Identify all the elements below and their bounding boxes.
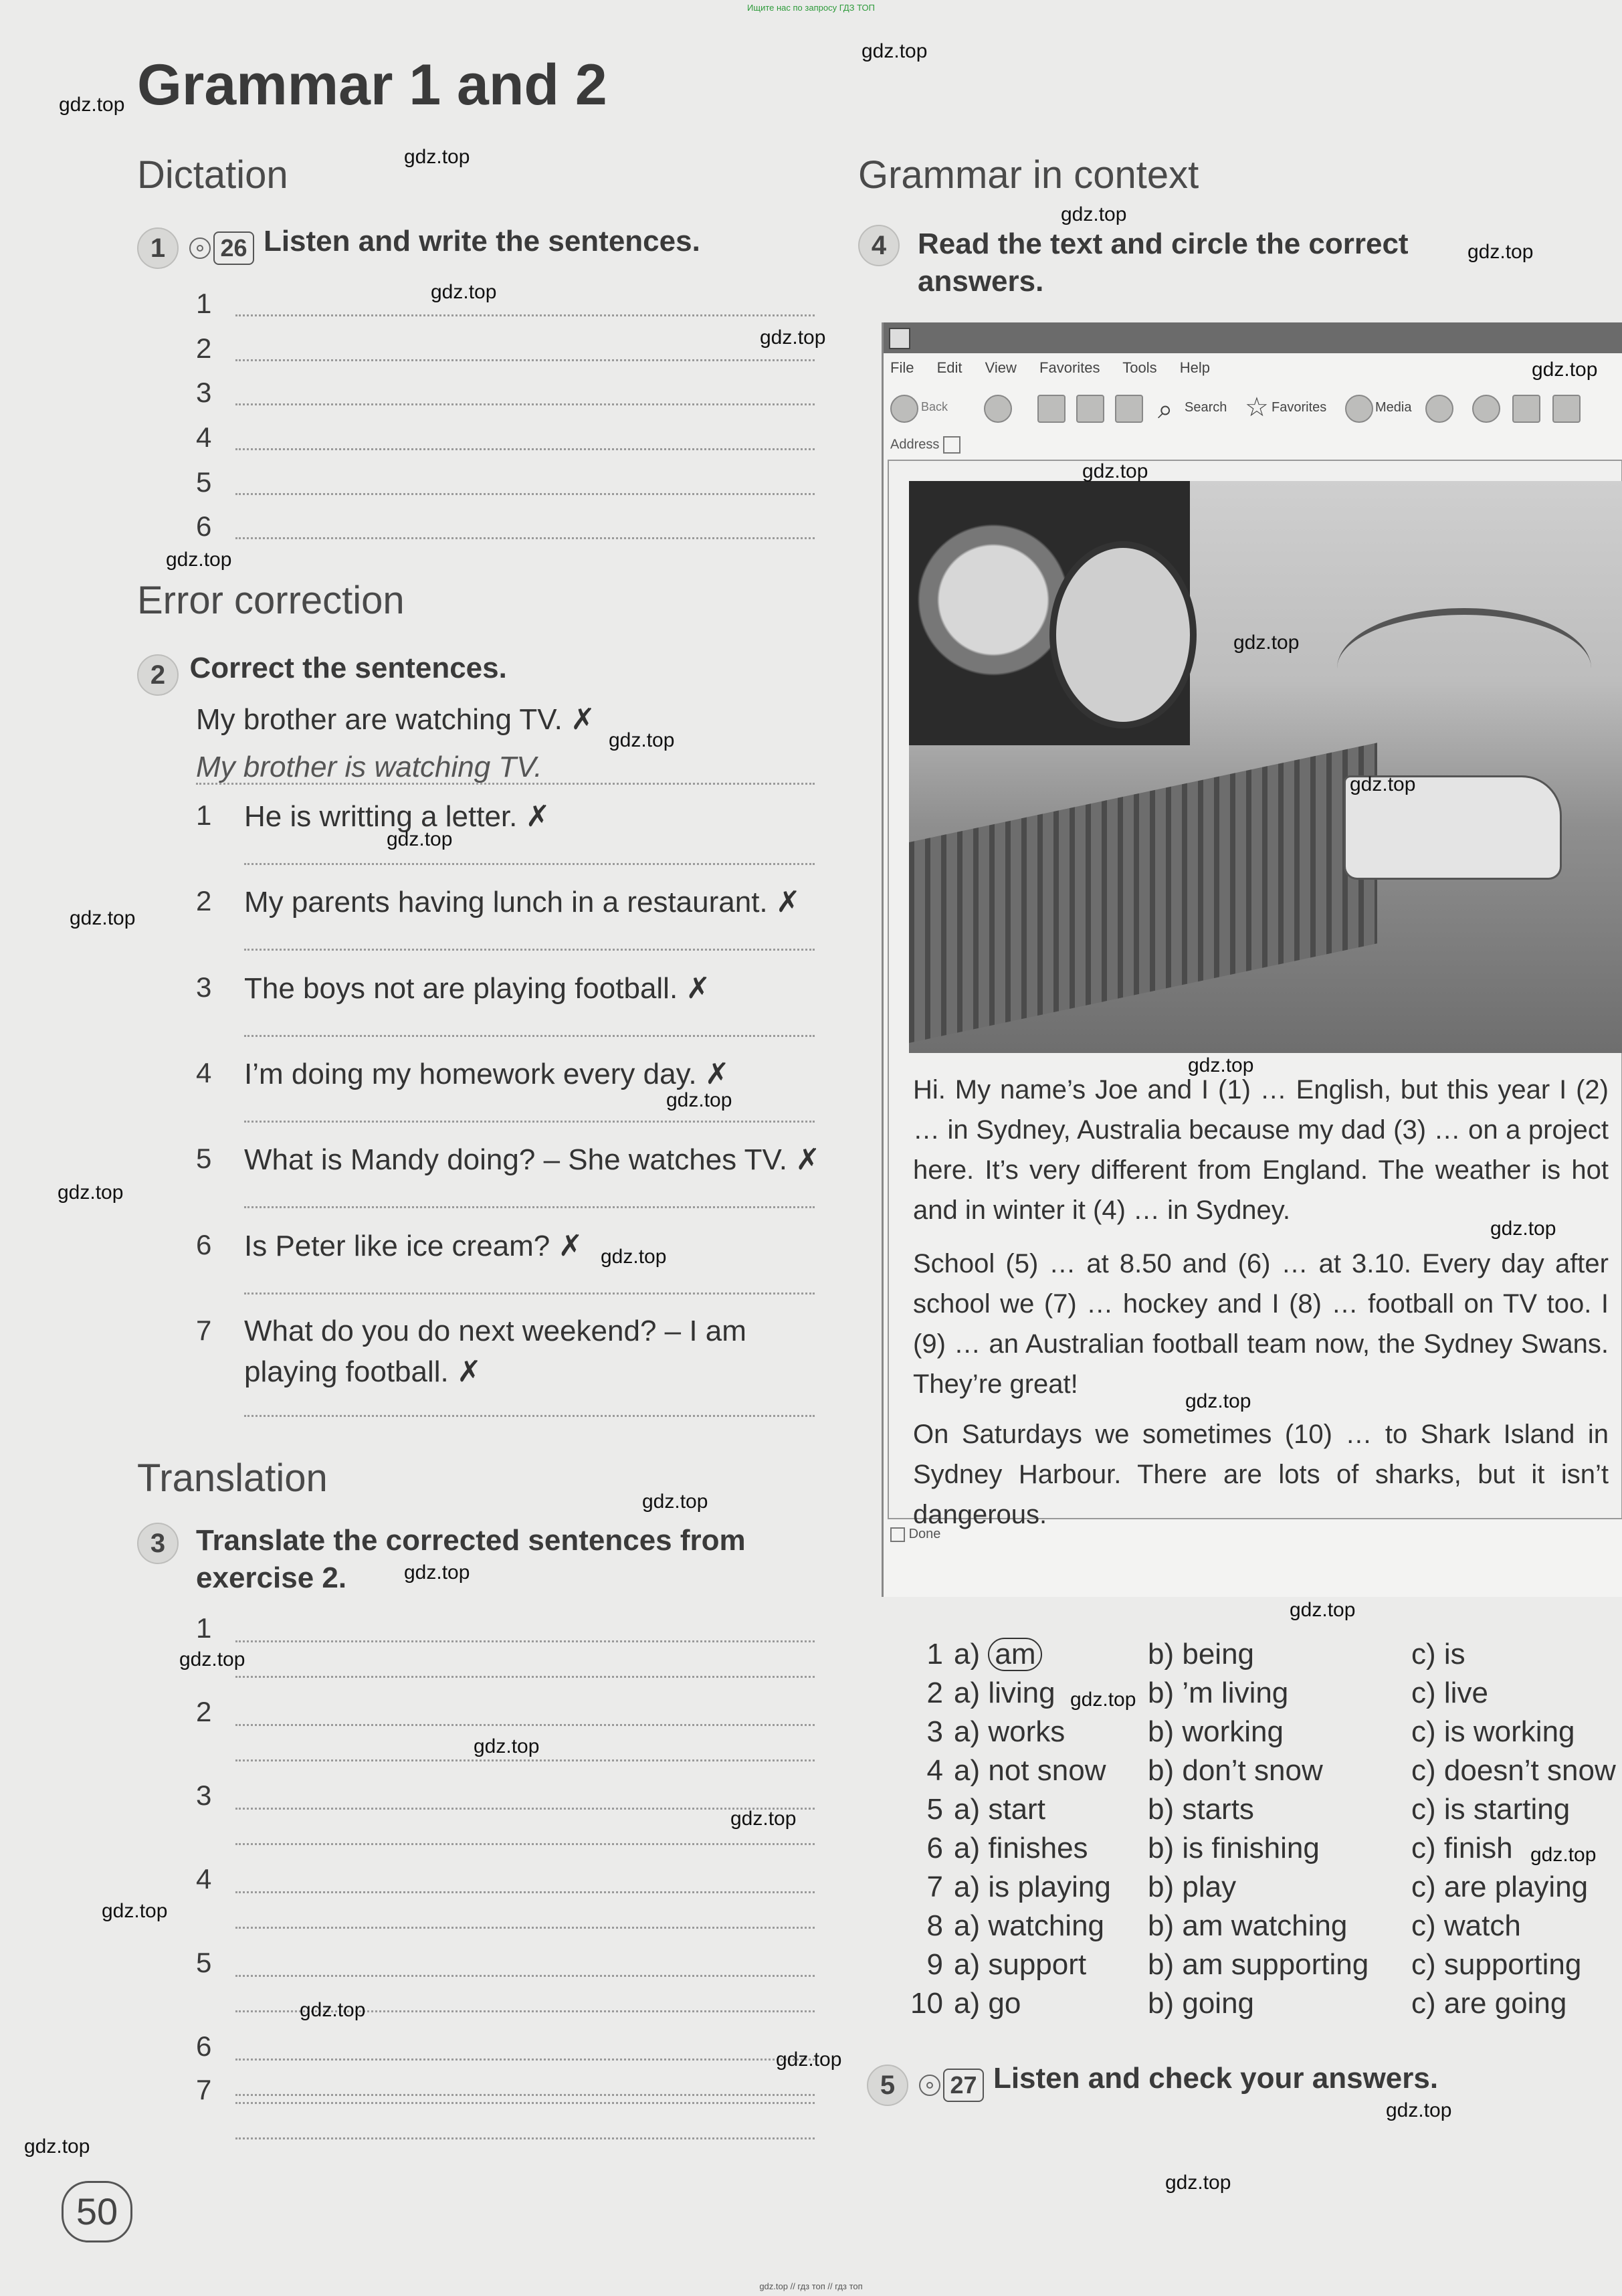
answer-option-b-text: am watching xyxy=(1182,1909,1348,1942)
error-sentence: The boys not are playing football. ✗ xyxy=(244,972,711,1005)
error-sentence-number: 7 xyxy=(196,1315,212,1346)
translation-line-number: 3 xyxy=(196,1780,212,1811)
dictation-answer-line[interactable] xyxy=(235,403,815,405)
story-paragraph-3: On Saturdays we sometimes (10) … to Shark Island in Sydney Harbour. There are lots of sharks, but it isn’t dangerous. xyxy=(913,1420,1609,1529)
answer-number: 6 xyxy=(926,1832,943,1864)
answer-option-b-text: ’m living xyxy=(1182,1677,1289,1709)
browser-status-bar xyxy=(890,1527,940,1542)
answer-option-b-text: is finishing xyxy=(1182,1832,1320,1864)
example-corrected-sentence: My brother is watching TV. xyxy=(196,751,542,783)
dictation-answer-line[interactable] xyxy=(235,359,815,361)
answer-option-a-text: living xyxy=(988,1677,1055,1709)
translation-line-number: 4 xyxy=(196,1863,212,1895)
exercise-2-header xyxy=(137,652,507,696)
gdz-watermark: gdz.top xyxy=(1233,632,1300,654)
gdz-watermark: gdz.top xyxy=(609,729,675,751)
gdz-watermark: gdz.top xyxy=(1467,241,1534,263)
error-sentence-number: 4 xyxy=(196,1057,212,1088)
gdz-watermark: gdz.top xyxy=(1532,359,1598,381)
answer-option-c[interactable]: c) supporting xyxy=(1411,1948,1582,1981)
translation-answer-line[interactable] xyxy=(235,1759,815,1761)
page-title: Grammar 1 and 2 xyxy=(137,53,607,117)
answer-option-b-text: am supporting xyxy=(1182,1948,1369,1981)
answer-option-c-text: watch xyxy=(1443,1909,1521,1942)
page-icon xyxy=(943,436,960,454)
translation-answer-line[interactable] xyxy=(235,1975,815,1977)
translation-answer-line[interactable] xyxy=(235,2102,815,2104)
gdz-watermark: gdz.top xyxy=(300,1999,366,2021)
menu-tools[interactable]: Tools xyxy=(1122,359,1157,376)
answer-row xyxy=(896,1871,1619,1909)
search-icon[interactable]: ⌕ xyxy=(1158,395,1173,424)
answer-option-c-text: are playing xyxy=(1443,1871,1589,1903)
translation-line-number: 1 xyxy=(196,1612,212,1644)
answer-row xyxy=(896,1832,1619,1871)
boy-face xyxy=(1056,548,1190,722)
answer-row xyxy=(896,1793,1619,1832)
correction-answer-line[interactable] xyxy=(244,1293,815,1295)
answer-option-c-text: is starting xyxy=(1443,1793,1570,1826)
translation-answer-line[interactable] xyxy=(235,1891,815,1893)
answer-option-b[interactable]: b) am supporting xyxy=(1148,1948,1369,1981)
answer-number: 3 xyxy=(926,1715,943,1748)
gdz-watermark: gdz.top xyxy=(24,2135,90,2158)
error-sentence: My parents having lunch in a restaurant. ✗ xyxy=(244,886,801,919)
answer-option-b[interactable]: b) working xyxy=(1148,1715,1284,1748)
answer-option-c[interactable]: c) finish xyxy=(1411,1832,1513,1864)
answer-number: 8 xyxy=(926,1909,943,1942)
mail-icon[interactable] xyxy=(1472,395,1500,423)
answer-option-c-text: are going xyxy=(1443,1987,1567,2020)
gdz-watermark: gdz.top xyxy=(1082,460,1148,482)
exercise-4-header xyxy=(858,225,900,266)
menu-help[interactable]: Help xyxy=(1179,359,1210,376)
gdz-watermark: gdz.top xyxy=(474,1735,540,1757)
correction-answer-line[interactable] xyxy=(244,1035,815,1037)
dictation-answer-line[interactable] xyxy=(235,493,815,495)
exercise-1-instruction: Listen and write the sentences. xyxy=(263,225,700,258)
error-sentence-number: 6 xyxy=(196,1229,212,1260)
answer-option-a-text: finishes xyxy=(988,1832,1088,1864)
exercise-4-instruction-line2: answers. xyxy=(918,265,1044,298)
dictation-heading: Dictation xyxy=(137,153,288,197)
answer-option-c-text: live xyxy=(1443,1677,1488,1709)
track-26-badge: 26 xyxy=(213,231,254,265)
error-sentence: I’m doing my homework every day. ✗ xyxy=(244,1058,730,1090)
answer-number: 1 xyxy=(926,1638,943,1670)
exercise-4-number: 4 xyxy=(858,225,900,266)
gdz-watermark: gdz.top xyxy=(1290,1599,1356,1621)
dictation-line-number: 3 xyxy=(196,377,212,408)
gdz-watermark: gdz.top xyxy=(666,1089,732,1111)
track-27-badge: 27 xyxy=(943,2069,983,2102)
answer-option-b-text: don’t snow xyxy=(1182,1754,1323,1787)
answer-option-a-text: support xyxy=(988,1948,1087,1981)
top-banner: Ищите нас по запросу ГДЗ ТОП xyxy=(747,3,875,13)
gdz-watermark: gdz.top xyxy=(760,326,826,349)
exercise-2-number: 2 xyxy=(137,654,179,696)
status-page-icon xyxy=(890,1527,905,1542)
stop-icon[interactable] xyxy=(1037,395,1066,423)
correction-answer-line[interactable] xyxy=(244,1206,815,1208)
media-icon[interactable] xyxy=(1345,395,1373,423)
menu-favorites[interactable]: Favorites xyxy=(1039,359,1100,376)
answer-option-c[interactable]: c) is xyxy=(1411,1638,1465,1670)
exercise-3-header xyxy=(137,1523,179,1564)
answer-option-c-text: finish xyxy=(1443,1832,1513,1864)
dictation-answer-line[interactable] xyxy=(235,448,815,450)
answer-option-c-text: supporting xyxy=(1443,1948,1582,1981)
answer-option-c[interactable]: c) are playing xyxy=(1411,1871,1589,1903)
exercise-5-instruction: Listen and check your answers. xyxy=(993,2062,1439,2095)
answer-option-a[interactable]: a) watching xyxy=(954,1909,1105,1942)
exercise-3-instruction-line1: Translate the corrected sentences from xyxy=(196,1524,746,1557)
error-sentence-number: 5 xyxy=(196,1143,212,1174)
gdz-watermark: gdz.top xyxy=(404,146,470,168)
answer-option-a-text: is playing xyxy=(988,1871,1111,1903)
translation-line-number: 5 xyxy=(196,1947,212,1978)
exercise-3-number: 3 xyxy=(137,1523,179,1564)
answer-option-c[interactable]: c) watch xyxy=(1411,1909,1521,1942)
answer-option-a[interactable]: a) finishes xyxy=(954,1832,1088,1864)
answer-option-b[interactable]: b) starts xyxy=(1148,1793,1254,1826)
correction-answer-line[interactable] xyxy=(244,1415,815,1417)
favorites-star-icon[interactable]: ☆ xyxy=(1245,393,1269,422)
answer-number: 9 xyxy=(926,1948,943,1981)
exercise-5-number: 5 xyxy=(867,2065,908,2106)
gdz-watermark: gdz.top xyxy=(1530,1844,1597,1866)
answer-option-a-text: start xyxy=(988,1793,1045,1826)
answer-option-b[interactable]: b) being xyxy=(1148,1638,1255,1670)
answer-row xyxy=(896,1909,1619,1948)
dictation-line-number: 5 xyxy=(196,466,212,498)
answer-option-b-text: starts xyxy=(1182,1793,1254,1826)
answer-option-a-text: works xyxy=(988,1715,1066,1748)
edit-icon[interactable] xyxy=(1552,395,1581,423)
answer-option-a-text: am xyxy=(988,1638,1042,1671)
translation-answer-line[interactable] xyxy=(235,1927,815,1929)
answer-option-a-text: watching xyxy=(988,1909,1105,1942)
home-icon[interactable] xyxy=(1115,395,1143,423)
dictation-line-number: 6 xyxy=(196,510,212,542)
example-answer-line xyxy=(196,783,815,785)
back-arrow-icon[interactable] xyxy=(890,395,918,423)
gdz-watermark: gdz.top xyxy=(70,907,136,929)
gdz-watermark: gdz.top xyxy=(431,281,497,303)
translation-answer-line[interactable] xyxy=(235,1808,815,1810)
dictation-answer-line[interactable] xyxy=(235,537,815,539)
grammar-in-context-heading: Grammar in context xyxy=(858,153,1199,197)
translation-answer-line[interactable] xyxy=(235,1676,815,1678)
correction-answer-line[interactable] xyxy=(244,1121,815,1123)
answer-option-c[interactable]: c) live xyxy=(1411,1677,1488,1709)
error-sentence: What do you do next weekend? – I am xyxy=(244,1315,746,1347)
browser-toolbar xyxy=(890,389,1613,429)
dictation-line-number: 4 xyxy=(196,421,212,453)
answer-row xyxy=(896,1638,1619,1677)
example-wrong-sentence: My brother are watching TV. ✗ xyxy=(196,703,595,736)
gdz-watermark: gdz.top xyxy=(1386,2099,1452,2121)
browser-app-icon xyxy=(889,328,910,349)
browser-titlebar xyxy=(884,322,1622,353)
refresh-icon[interactable] xyxy=(1076,395,1104,423)
forward-arrow-icon[interactable] xyxy=(984,395,1012,423)
gdz-watermark: gdz.top xyxy=(387,828,453,850)
answer-number: 10 xyxy=(910,1987,943,2020)
media-button-label[interactable]: Media xyxy=(1375,400,1412,415)
browser-window xyxy=(882,322,1622,1597)
correction-answer-line[interactable] xyxy=(244,949,815,951)
address-label: Address xyxy=(890,437,940,452)
answer-option-a-text: not snow xyxy=(988,1754,1106,1787)
status-text: Done xyxy=(908,1527,941,1541)
answer-number: 4 xyxy=(926,1754,943,1787)
answer-option-c[interactable]: c) is working xyxy=(1411,1715,1575,1748)
gdz-watermark: gdz.top xyxy=(1350,773,1416,795)
gdz-watermark: gdz.top xyxy=(1165,2172,1231,2194)
translation-answer-line[interactable] xyxy=(235,1843,815,1845)
error-sentence-continued: playing football. ✗ xyxy=(244,1355,482,1388)
answer-option-b[interactable]: b) don’t snow xyxy=(1148,1754,1323,1787)
print-icon[interactable] xyxy=(1512,395,1540,423)
answer-option-b[interactable]: b) is finishing xyxy=(1148,1832,1320,1864)
gdz-watermark: gdz.top xyxy=(102,1900,168,1922)
translation-heading: Translation xyxy=(137,1456,328,1500)
answer-option-b[interactable]: b) going xyxy=(1148,1987,1255,2020)
browser-content xyxy=(888,460,1622,1529)
gdz-watermark: gdz.top xyxy=(861,40,928,62)
translation-answer-line[interactable] xyxy=(235,2059,815,2061)
exercise-1-number: 1 xyxy=(137,227,179,269)
exercise-3-instruction-line2: exercise 2. xyxy=(196,1561,347,1594)
gdz-watermark: gdz.top xyxy=(1061,203,1127,225)
answer-option-b[interactable]: b) ’m living xyxy=(1148,1677,1289,1709)
cd-icon xyxy=(919,2075,940,2096)
address-bar[interactable] xyxy=(890,436,960,454)
translation-answer-line[interactable] xyxy=(235,2094,815,2096)
favorites-button-label[interactable]: Favorites xyxy=(1272,400,1327,415)
gdz-watermark: gdz.top xyxy=(404,1561,470,1584)
menu-edit[interactable]: Edit xyxy=(936,359,962,376)
gdz-watermark: gdz.top xyxy=(179,1648,245,1670)
exercise-1-header xyxy=(137,225,700,269)
gdz-watermark: gdz.top xyxy=(1188,1054,1254,1076)
correction-answer-line[interactable] xyxy=(244,863,815,865)
answer-option-c[interactable]: c) doesn’t snow xyxy=(1411,1754,1616,1787)
error-sentence-number: 2 xyxy=(196,885,212,917)
dictation-answer-line[interactable] xyxy=(235,314,815,316)
story-paragraph-2: School (5) … at 8.50 and (6) … at 3.10. Every day after school we (7) … hockey and I (8) … football on TV too. I (9) … an Australian football team now, the Sydney Swans. They’re great! xyxy=(913,1249,1609,1399)
sydney-harbour-photo xyxy=(909,481,1622,1053)
translation-answer-line[interactable] xyxy=(235,1640,815,1642)
cd-icon xyxy=(189,237,211,259)
answer-option-a[interactable]: a) living xyxy=(954,1677,1055,1709)
bottom-banner: gdz.top // гдз топ // гдз топ xyxy=(759,2281,863,2291)
translation-line-number: 2 xyxy=(196,1696,212,1727)
translation-line-number: 6 xyxy=(196,2030,212,2062)
answer-option-a[interactable]: a) am xyxy=(954,1638,1042,1671)
exercise-5-header xyxy=(867,2062,1438,2106)
answer-option-c-text: doesn’t snow xyxy=(1443,1754,1616,1787)
answer-option-b[interactable]: b) play xyxy=(1148,1871,1237,1903)
gdz-watermark: gdz.top xyxy=(642,1491,708,1513)
browser-menu-bar xyxy=(890,359,1229,377)
answer-option-c[interactable]: c) is starting xyxy=(1411,1793,1570,1826)
exercise-4-instruction-line1: Read the text and circle the correct xyxy=(918,227,1409,260)
pier xyxy=(909,743,1377,1043)
gdz-watermark: gdz.top xyxy=(166,549,232,571)
error-correction-heading: Error correction xyxy=(137,579,405,622)
answer-option-b-text: play xyxy=(1182,1871,1237,1903)
exercise-2-instruction: Correct the sentences. xyxy=(189,652,507,684)
answer-row xyxy=(896,1754,1619,1793)
gdz-watermark: gdz.top xyxy=(601,1246,667,1268)
answer-option-a[interactable]: a) go xyxy=(954,1987,1021,2020)
answer-option-a-text: go xyxy=(988,1987,1021,2020)
translation-answer-line[interactable] xyxy=(235,1724,815,1726)
gdz-watermark: gdz.top xyxy=(58,1181,124,1204)
gdz-watermark: gdz.top xyxy=(730,1808,797,1830)
answer-row xyxy=(896,1987,1619,2026)
answer-option-b-text: being xyxy=(1182,1638,1255,1670)
answer-option-a[interactable]: a) is playing xyxy=(954,1871,1111,1903)
harbour-bridge xyxy=(1337,608,1591,729)
answer-number: 7 xyxy=(926,1871,943,1903)
answer-option-b-text: working xyxy=(1182,1715,1284,1748)
answer-option-c[interactable]: c) are going xyxy=(1411,1987,1567,2020)
answer-row xyxy=(896,1948,1619,1987)
menu-file[interactable]: File xyxy=(890,359,914,376)
error-sentence: What is Mandy doing? – She watches TV. ✗ xyxy=(244,1143,821,1176)
error-sentence-number: 3 xyxy=(196,971,212,1003)
translation-line-number: 7 xyxy=(196,2074,212,2105)
menu-view[interactable]: View xyxy=(985,359,1017,376)
gdz-watermark: gdz.top xyxy=(1070,1689,1136,1711)
gdz-watermark: gdz.top xyxy=(776,2048,842,2071)
answer-number: 5 xyxy=(926,1793,943,1826)
answer-number: 2 xyxy=(926,1677,943,1709)
error-sentence-number: 1 xyxy=(196,799,212,831)
answer-option-c-text: is working xyxy=(1443,1715,1575,1748)
answer-option-a[interactable]: a) start xyxy=(954,1793,1045,1826)
answer-row xyxy=(896,1715,1619,1754)
answer-option-a[interactable]: a) works xyxy=(954,1715,1066,1748)
dictation-line-number: 1 xyxy=(196,288,212,319)
story-paragraph-1: Hi. My name’s Joe and I (1) … English, but this year I (2) … in Sydney, Australia because my dad (3) … on a project here. It’s very different from England. The weather is hot and in winter it (4) … in Sydney. xyxy=(913,1075,1609,1225)
error-sentence: Is Peter like ice cream? ✗ xyxy=(244,1230,583,1262)
gdz-watermark: gdz.top xyxy=(1490,1218,1556,1240)
answer-option-a[interactable]: a) support xyxy=(954,1948,1087,1981)
back-button-label[interactable]: Back xyxy=(921,400,948,413)
answer-row xyxy=(896,1677,1619,1715)
search-button-label[interactable]: Search xyxy=(1185,400,1227,415)
gdz-watermark: gdz.top xyxy=(59,94,125,116)
page-number: 50 xyxy=(62,2181,132,2242)
answer-option-c-text: is xyxy=(1443,1638,1465,1670)
error-sentence: He is writting a letter. ✗ xyxy=(244,800,550,833)
answer-option-b-text: going xyxy=(1182,1987,1255,2020)
dictation-line-number: 2 xyxy=(196,332,212,364)
history-icon[interactable] xyxy=(1425,395,1453,423)
answer-option-b[interactable]: b) am watching xyxy=(1148,1909,1348,1942)
gdz-watermark: gdz.top xyxy=(1185,1390,1251,1412)
translation-answer-line[interactable] xyxy=(235,2137,815,2139)
answer-option-a[interactable]: a) not snow xyxy=(954,1754,1106,1787)
